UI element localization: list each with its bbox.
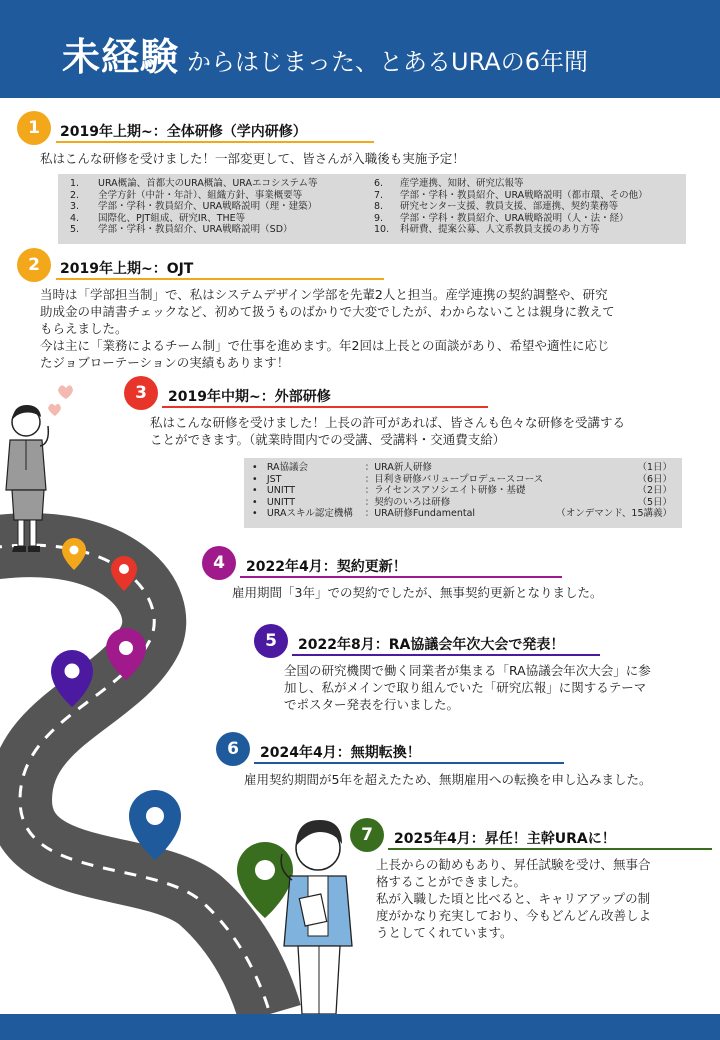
title-rest: からはじまった、とあるURAの6年間 bbox=[187, 48, 588, 76]
section-1-intro: 私はこんな研修を受けました！一部変更して、皆さんが入職後も実施予定！ bbox=[40, 151, 465, 166]
step-badge-4: 4 bbox=[202, 546, 236, 580]
list-num: 4. bbox=[70, 212, 80, 224]
section-7-underline bbox=[388, 848, 712, 850]
section-4-title: 2022年4月：契約更新！ bbox=[246, 559, 407, 575]
text-line: 私が入職した頃と比べると、キャリアアップの制 bbox=[376, 891, 651, 906]
section-1-title: 2019年上期~：全体研修（学内研修） bbox=[60, 124, 307, 140]
org-cell: RA協議会 bbox=[266, 462, 309, 473]
section-4-underline bbox=[240, 576, 562, 578]
section-5-text bbox=[284, 662, 714, 713]
list-num: 6. bbox=[374, 178, 384, 189]
section-2-text bbox=[40, 286, 710, 371]
step-badge-2: 2 bbox=[17, 248, 51, 282]
list-item: URA概論、首都大のURA概論、URAエコシステム等 bbox=[98, 178, 318, 189]
section-6-title: 2024年4月：無期転換！ bbox=[260, 745, 421, 761]
text-line: 度がかなり充実しており、今もどんどん改善しよ bbox=[376, 908, 652, 923]
list-num: 8. bbox=[374, 201, 384, 212]
list-item: 全学方針（中計・年計）、組織方針、事業概要等 bbox=[98, 189, 303, 201]
text-line: 上長からの勧めもあり、昇任試験を受け、無事合 bbox=[376, 857, 651, 872]
text-line: もらえました。 bbox=[40, 321, 128, 336]
section-3-underline bbox=[162, 406, 488, 408]
section-2-underline bbox=[56, 278, 384, 280]
section-2-title: 2019年上期~：OJT bbox=[60, 261, 194, 277]
list-item: 学部・学科・教員紹介、URA戦略説明（SD） bbox=[98, 224, 293, 235]
text-line: 当時は「学部担当制」で、私はシステムデザイン学部を先輩2人と担当。産学連携の契約調整や、研究 bbox=[40, 287, 608, 302]
table-row: • UNITT ：ライセンスアソシエイト研修・基礎 （2日） bbox=[252, 485, 682, 497]
list-num: 3. bbox=[70, 201, 80, 212]
section-6-text: 雇用契約期間が5年を超えたため、無期雇用への転換を申し込みました。 bbox=[244, 772, 652, 787]
footer-bar bbox=[0, 1014, 720, 1040]
section-3-text bbox=[150, 414, 710, 448]
org-cell: UNITT bbox=[266, 485, 296, 496]
table-row: • JST ：目利き研修バリュープロデュースコース （6日） bbox=[252, 474, 682, 486]
list-item: 研究センター支援、教員支援、部連携、契約業務等 bbox=[400, 201, 619, 212]
days-cell: （5日） bbox=[637, 496, 672, 508]
text-line: たジョブローテーションの実績もあります！ bbox=[40, 355, 290, 370]
section-5-title: 2022年8月：RA協議会年次大会で発表！ bbox=[298, 637, 565, 653]
external-training-table bbox=[244, 458, 682, 528]
section-5-underline bbox=[292, 654, 600, 656]
step-badge-7: 7 bbox=[350, 818, 384, 852]
section-3-title: 2019年中期~：外部研修 bbox=[168, 389, 331, 405]
list-item: 国際化、PJT組成、研究IR、THE等 bbox=[98, 212, 246, 224]
course-cell: ：ライセンスアソシエイト研修・基礎 bbox=[364, 485, 526, 496]
list-item: 産学連携、知財、研究広報等 bbox=[400, 178, 524, 189]
table-row: • UNITT ：契約のいろは研修 （5日） bbox=[252, 497, 682, 509]
course-cell: ：URA研修Fundamental bbox=[364, 508, 476, 519]
text-line: ことができます。（就業時間内での受講、受講料・交通費支給） bbox=[150, 432, 506, 447]
list-num: 1. bbox=[70, 178, 80, 189]
section-1-underline bbox=[56, 141, 374, 143]
list-num: 7. bbox=[374, 189, 384, 201]
text-line: 私はこんな研修を受けました！上長の許可があれば、皆さんも色々な研修を受講する bbox=[150, 415, 626, 430]
days-cell: （6日） bbox=[637, 473, 672, 485]
text-line: 格することができました。 bbox=[376, 874, 527, 889]
section-6-underline bbox=[254, 762, 564, 764]
step-badge-5: 5 bbox=[254, 624, 288, 658]
course-cell: ：目利き研修バリュープロデュースコース bbox=[364, 473, 544, 485]
text-line: 加し、私がメインで取り組んでいた「研究広報」に関するテーマ bbox=[284, 680, 647, 695]
table-row: • RA協議会 ：URA新人研修 （1日） bbox=[252, 462, 682, 474]
days-cell: （2日） bbox=[637, 485, 672, 496]
days-cell: （1日） bbox=[637, 462, 672, 473]
step-badge-1: 1 bbox=[17, 111, 51, 145]
list-item: 科研費、提案公募、人文系教員支援のあり方等 bbox=[400, 224, 600, 235]
text-line: でポスター発表を行いました。 bbox=[284, 697, 460, 712]
course-cell: ：契約のいろは研修 bbox=[364, 496, 451, 508]
internal-training-list bbox=[58, 174, 686, 244]
table-row: • URAスキル認定機構 ：URA研修Fundamental （オンデマンド、15講義） bbox=[252, 508, 682, 520]
text-line: うとしてくれています。 bbox=[376, 925, 513, 940]
road bbox=[0, 545, 270, 1014]
section-4-text: 雇用期間「3年」での契約でしたが、無事契約更新となりました。 bbox=[232, 585, 603, 600]
text-line: 助成金の申請書チェックなど、初めて扱うものばかりで大変でしたが、わからないことは親身に教えて bbox=[40, 304, 615, 319]
list-num: 5. bbox=[70, 224, 80, 235]
org-cell: URAスキル認定機構 bbox=[266, 508, 353, 519]
list-item: 学部・学科・教員紹介、URA戦略説明（理・建築） bbox=[98, 201, 318, 212]
org-cell: JST bbox=[266, 473, 282, 485]
course-cell: ：URA新人研修 bbox=[364, 462, 432, 473]
title-main: 未経験 bbox=[62, 35, 180, 79]
section-7-title: 2025年4月：昇任！主幹URAに！ bbox=[394, 831, 616, 847]
list-num: 10. bbox=[374, 224, 390, 235]
step-badge-6: 6 bbox=[216, 732, 250, 766]
list-num: 9. bbox=[374, 212, 384, 224]
days-cell: （オンデマンド、15講義） bbox=[556, 508, 672, 519]
text-line: 今は主に「業務によるチーム制」で仕事を進めます。年2回は上長との面談があり、希望や適性に応じ bbox=[40, 338, 610, 353]
list-item: 学部・学科・教員紹介、URA戦略説明（人・法・経） bbox=[400, 212, 629, 224]
step-badge-3: 3 bbox=[124, 376, 158, 410]
list-num: 2. bbox=[70, 189, 80, 201]
list-item: 学部・学科・教員紹介、URA戦略説明（都市環、その他） bbox=[400, 189, 648, 201]
org-cell: UNITT bbox=[266, 496, 296, 508]
section-7-text bbox=[376, 856, 716, 941]
text-line: 全国の研究機関で働く同業者が集まる「RA協議会年次大会」に参 bbox=[284, 663, 651, 678]
